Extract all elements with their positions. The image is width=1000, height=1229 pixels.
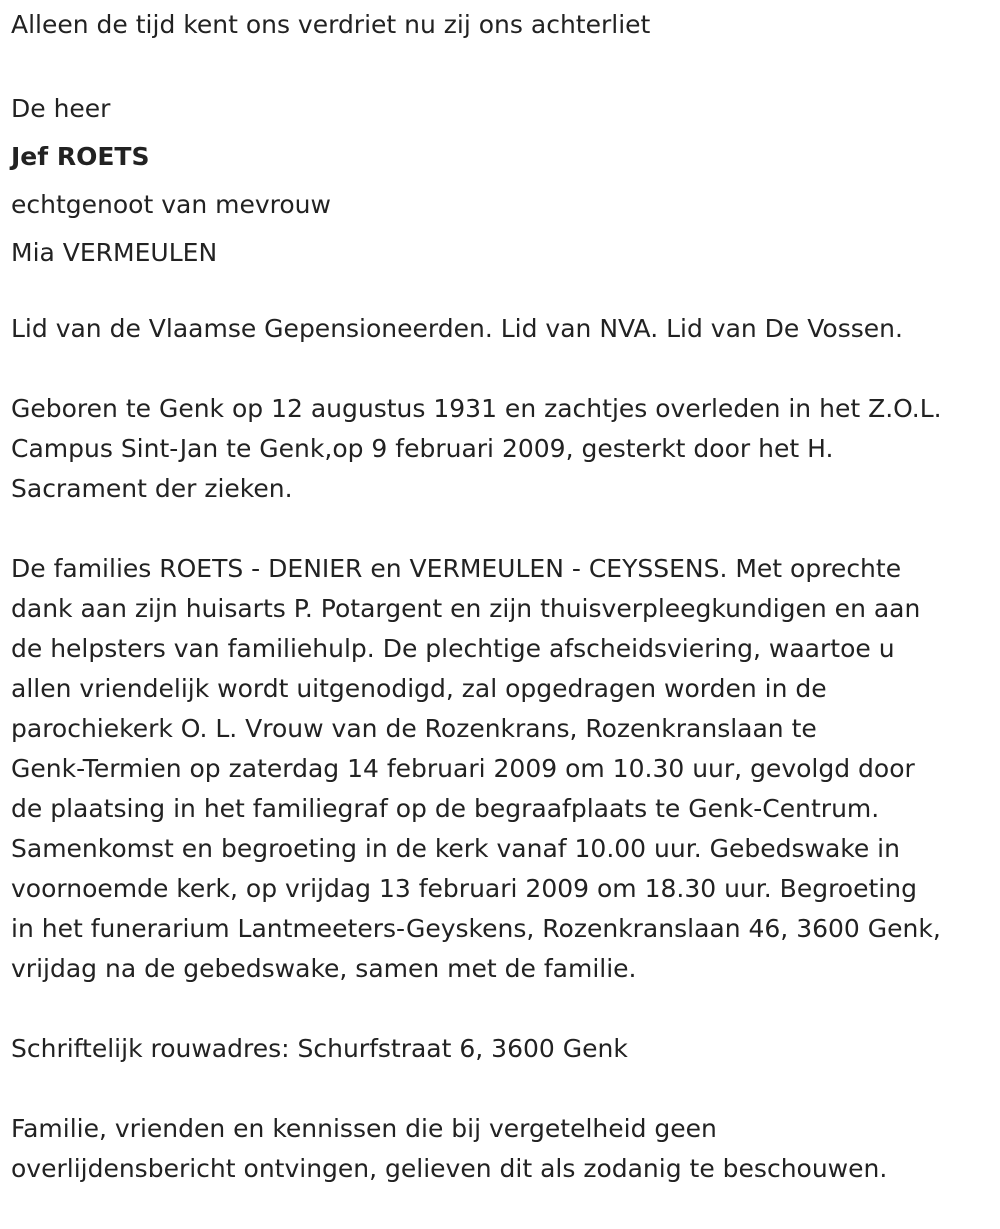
- ceremony-line: Samenkomst en begroeting in de kerk vanaf 10.00 uur. Gebedswake in: [11, 834, 900, 863]
- ceremony-line: voornoemde kerk, op vrijdag 13 februari 2009 om 18.30 uur. Begroeting: [11, 874, 917, 903]
- ceremony-line: Genk-Termien op zaterdag 14 februari 2009 om 10.30 uur, gevolgd door: [11, 754, 915, 783]
- ceremony-line: dank aan zijn huisarts P. Potargent en zijn thuisverpleegkundigen en aan: [11, 594, 921, 623]
- birth-death-paragraph: [11, 389, 996, 509]
- birth-death-line: Geboren te Genk op 12 augustus 1931 en zachtjes overleden in het Z.O.L.: [11, 394, 942, 423]
- memberships: [11, 309, 996, 349]
- mourning-address-text: Schriftelijk rouwadres: Schurfstraat 6, 3600 Genk: [11, 1034, 628, 1063]
- spouse-name: Mia VERMEULEN: [11, 238, 218, 267]
- ceremony-line: in het funerarium Lantmeeters-Geyskens, Rozenkranslaan 46, 3600 Genk,: [11, 914, 941, 943]
- family-ceremony-paragraph: [11, 549, 996, 989]
- birth-death-line: Sacrament der zieken.: [11, 474, 293, 503]
- ceremony-line: de plaatsing in het familiegraf op de begraafplaats te Genk-Centrum.: [11, 794, 880, 823]
- opening-quote: [11, 5, 996, 45]
- deceased-intro: [11, 85, 996, 277]
- ceremony-line: allen vriendelijk wordt uitgenodigd, zal opgedragen worden in de: [11, 674, 827, 703]
- deceased-name: Jef ROETS: [11, 142, 150, 171]
- closing-line: Familie, vrienden en kennissen die bij vergetelheid geen: [11, 1114, 717, 1143]
- honorific-title: De heer: [11, 94, 111, 123]
- ceremony-line: vrijdag na de gebedswake, samen met de familie.: [11, 954, 637, 983]
- mourning-address: [11, 1029, 996, 1069]
- ceremony-line: De families ROETS - DENIER en VERMEULEN - CEYSSENS. Met oprechte: [11, 554, 902, 583]
- closing-line: overlijdensbericht ontvingen, gelieven dit als zodanig te beschouwen.: [11, 1154, 888, 1183]
- ceremony-line: parochiekerk O. L. Vrouw van de Rozenkrans, Rozenkranslaan te: [11, 714, 817, 743]
- ceremony-line: de helpsters van familiehulp. De plechtige afscheidsviering, waartoe u: [11, 634, 895, 663]
- spouse-relation: echtgenoot van mevrouw: [11, 190, 331, 219]
- obituary-notice: [11, 5, 996, 1229]
- closing-paragraph: [11, 1109, 996, 1189]
- memberships-text: Lid van de Vlaamse Gepensioneerden. Lid van NVA. Lid van De Vossen.: [11, 314, 903, 343]
- birth-death-line: Campus Sint-Jan te Genk,op 9 februari 2009, gesterkt door het H.: [11, 434, 834, 463]
- opening-quote-text: Alleen de tijd kent ons verdriet nu zij ons achterliet: [11, 10, 651, 39]
